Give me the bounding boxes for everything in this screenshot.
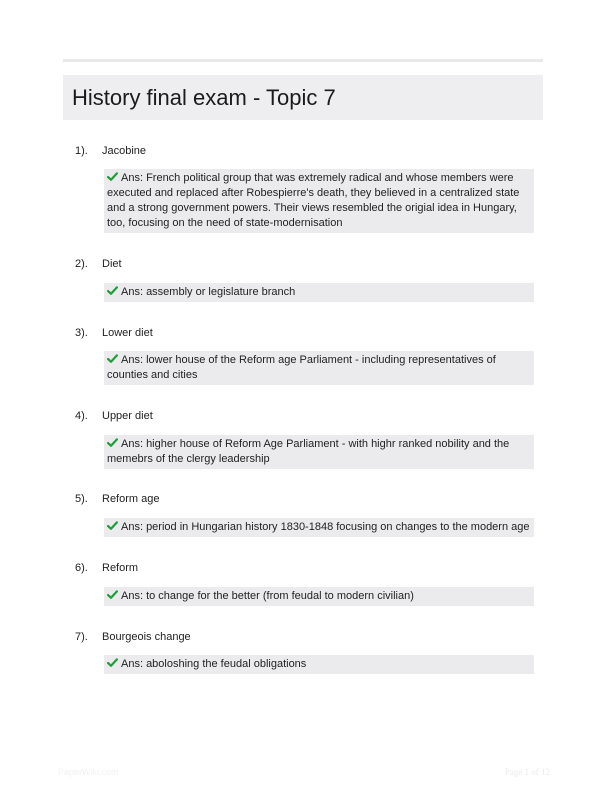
answer-text: Ans: to change for the better (from feudal to modern civilian) <box>121 590 414 602</box>
title-bar <box>63 75 543 120</box>
question-number: 6). <box>75 562 88 574</box>
answer-box <box>104 587 534 606</box>
question-number: 5). <box>75 493 88 505</box>
answer-text: Ans: higher house of Reform Age Parliament - with highr ranked nobility and the memebrs of the clergy leadership <box>107 438 510 465</box>
question-number: 3). <box>75 327 88 339</box>
question-term: Reform <box>102 562 139 574</box>
check-icon <box>107 657 118 668</box>
page-title: History final exam - Topic 7 <box>72 84 336 110</box>
answer-text: Ans: period in Hungarian history 1830-1848 focusing on changes to the modern age <box>121 521 530 533</box>
question-number: 1). <box>75 145 88 157</box>
question-term: Reform age <box>102 493 160 505</box>
footer-watermark: PaperWiki.com <box>58 767 119 777</box>
answer-box <box>104 655 534 674</box>
page-number: Page 1 of 12 <box>504 767 550 777</box>
check-icon <box>107 437 118 448</box>
question-term: Jacobine <box>102 145 147 157</box>
question-term: Upper diet <box>102 410 153 422</box>
question-number: 2). <box>75 258 88 270</box>
check-icon <box>107 171 118 182</box>
check-icon <box>107 285 118 296</box>
answer-text: Ans: aboloshing the feudal obligations <box>121 658 307 670</box>
check-icon <box>107 520 118 531</box>
question-term: Diet <box>102 258 122 270</box>
answer-text: Ans: assembly or legislature branch <box>121 286 296 298</box>
check-icon <box>107 353 118 364</box>
answer-box <box>104 351 534 385</box>
question-number: 4). <box>75 410 88 422</box>
answer-box <box>104 169 534 233</box>
question-number: 7). <box>75 631 88 643</box>
question-term: Lower diet <box>102 327 153 339</box>
answer-box <box>104 518 534 537</box>
answer-text: Ans: French political group that was extremely radical and whose members were executed and replaced after Robespierre's death, they believed in a centralized state and a strong government powers. Their views resembled the origial idea in Hungary, too, focusing on the need of state-modernisation <box>107 172 520 229</box>
answer-box <box>104 435 534 469</box>
check-icon <box>107 589 118 600</box>
question-term: Bourgeois change <box>102 631 191 643</box>
answer-box <box>104 283 534 302</box>
answer-text: Ans: lower house of the Reform age Parliament - including representatives of counties and cities <box>107 354 496 381</box>
top-divider <box>63 59 543 62</box>
